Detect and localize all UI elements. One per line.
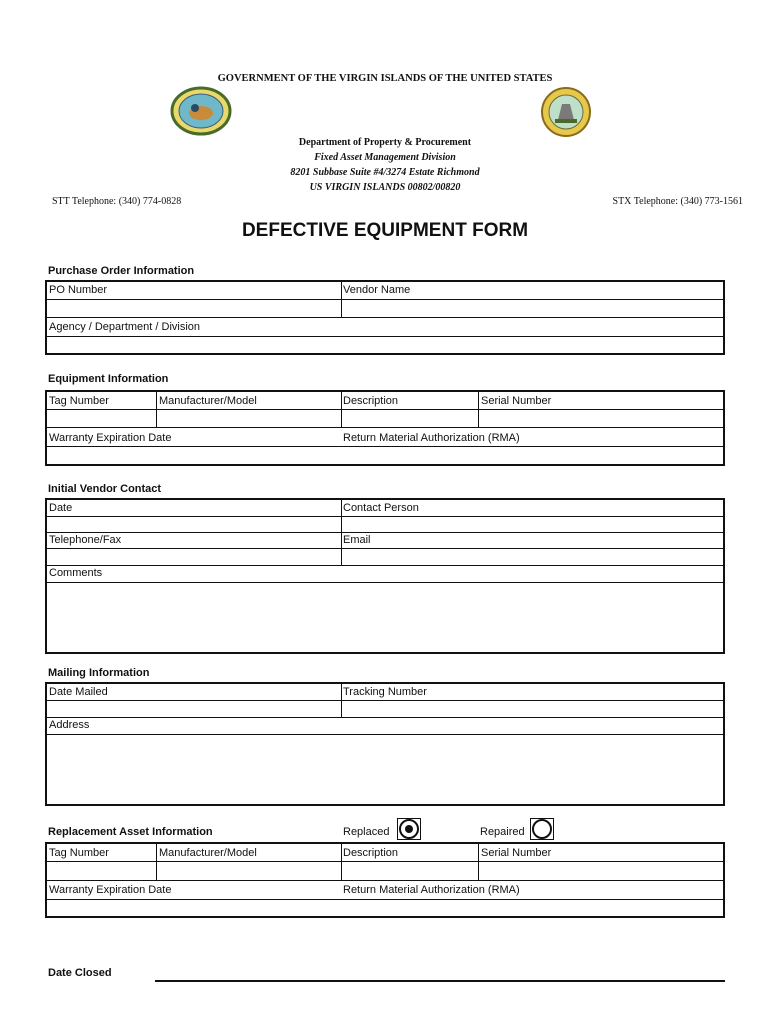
left-seal-logo bbox=[170, 86, 232, 136]
department-name: Department of Property & Procurement bbox=[298, 137, 472, 148]
address-line-2: US VIRGIN ISLANDS 00802/00820 bbox=[309, 182, 461, 193]
replacement-table bbox=[45, 842, 725, 918]
replaced-radio[interactable] bbox=[399, 819, 419, 839]
repaired-label: Repaired bbox=[480, 826, 525, 838]
email-field[interactable] bbox=[342, 549, 723, 565]
tracking-number-label: Tracking Number bbox=[343, 686, 427, 698]
purchase-order-section-title: Purchase Order Information bbox=[48, 265, 195, 277]
serial-number-field[interactable] bbox=[479, 410, 723, 427]
address-label: Address bbox=[49, 719, 90, 731]
comments-field[interactable] bbox=[47, 583, 723, 652]
vendor-name-field[interactable] bbox=[342, 300, 723, 317]
equipment-table bbox=[45, 390, 725, 466]
replacement-section-title: Replacement Asset Information bbox=[48, 826, 213, 838]
replacement-description-field[interactable] bbox=[342, 862, 478, 880]
vendor-name-label: Vendor Name bbox=[343, 284, 411, 296]
comments-label: Comments bbox=[49, 567, 103, 579]
telephone-label: Telephone/Fax bbox=[49, 534, 122, 546]
po-number-field[interactable] bbox=[47, 300, 341, 317]
replacement-warranty-rma-field[interactable] bbox=[47, 900, 723, 916]
stt-telephone: STT Telephone: (340) 774-0828 bbox=[52, 196, 182, 207]
replaced-label: Replaced bbox=[343, 826, 390, 838]
date-mailed-field[interactable] bbox=[47, 701, 341, 717]
division-name: Fixed Asset Management Division bbox=[314, 152, 456, 163]
telephone-field[interactable] bbox=[47, 549, 341, 565]
purchase-order-table bbox=[45, 280, 725, 355]
mailing-section-title: Mailing Information bbox=[48, 667, 150, 679]
replacement-rma-label: Return Material Authorization (RMA) bbox=[343, 884, 520, 896]
address-field[interactable] bbox=[47, 735, 723, 804]
government-heading: GOVERNMENT OF THE VIRGIN ISLANDS OF THE UNITED STATES bbox=[217, 73, 553, 84]
radio-selected-dot bbox=[405, 825, 413, 833]
warranty-label: Warranty Expiration Date bbox=[49, 432, 172, 444]
description-field[interactable] bbox=[342, 410, 478, 427]
equipment-section-title: Equipment Information bbox=[48, 373, 169, 385]
replacement-manufacturer-label: Manufacturer/Model bbox=[159, 847, 257, 859]
tag-number-label: Tag Number bbox=[49, 395, 109, 407]
po-number-label: PO Number bbox=[49, 284, 108, 296]
date-mailed-label: Date Mailed bbox=[49, 686, 108, 698]
tag-number-field[interactable] bbox=[47, 410, 156, 427]
replacement-description-label: Description bbox=[343, 847, 399, 859]
form-title: DEFECTIVE EQUIPMENT FORM bbox=[241, 220, 529, 241]
replacement-warranty-label: Warranty Expiration Date bbox=[49, 884, 172, 896]
replacement-serial-number-label: Serial Number bbox=[481, 847, 552, 859]
tracking-number-field[interactable] bbox=[342, 701, 723, 717]
contact-person-label: Contact Person bbox=[343, 502, 419, 514]
agency-field[interactable] bbox=[47, 337, 723, 353]
manufacturer-label: Manufacturer/Model bbox=[159, 395, 257, 407]
address-line-1: 8201 Subbase Suite #4/3274 Estate Richmond bbox=[290, 167, 480, 178]
date-field[interactable] bbox=[47, 517, 341, 532]
description-label: Description bbox=[343, 395, 399, 407]
warranty-rma-field[interactable] bbox=[47, 447, 723, 464]
date-closed-label: Date Closed bbox=[48, 967, 112, 979]
mailing-table bbox=[45, 682, 725, 806]
stx-telephone: STX Telephone: (340) 773-1561 bbox=[612, 196, 743, 207]
email-label: Email bbox=[343, 534, 371, 546]
serial-number-label: Serial Number bbox=[481, 395, 552, 407]
date-label: Date bbox=[49, 502, 73, 514]
replacement-serial-number-field[interactable] bbox=[479, 862, 723, 880]
replacement-tag-number-label: Tag Number bbox=[49, 847, 109, 859]
repaired-radio[interactable] bbox=[532, 819, 552, 839]
replacement-manufacturer-field[interactable] bbox=[157, 862, 341, 880]
vendor-contact-table bbox=[45, 498, 725, 654]
right-seal-logo bbox=[540, 86, 592, 138]
rma-label: Return Material Authorization (RMA) bbox=[343, 432, 520, 444]
manufacturer-field[interactable] bbox=[157, 410, 341, 427]
contact-person-field[interactable] bbox=[342, 517, 723, 532]
replacement-tag-number-field[interactable] bbox=[47, 862, 156, 880]
vendor-contact-section-title: Initial Vendor Contact bbox=[48, 483, 162, 495]
date-closed-line[interactable] bbox=[155, 980, 725, 982]
agency-label: Agency / Department / Division bbox=[49, 321, 201, 333]
